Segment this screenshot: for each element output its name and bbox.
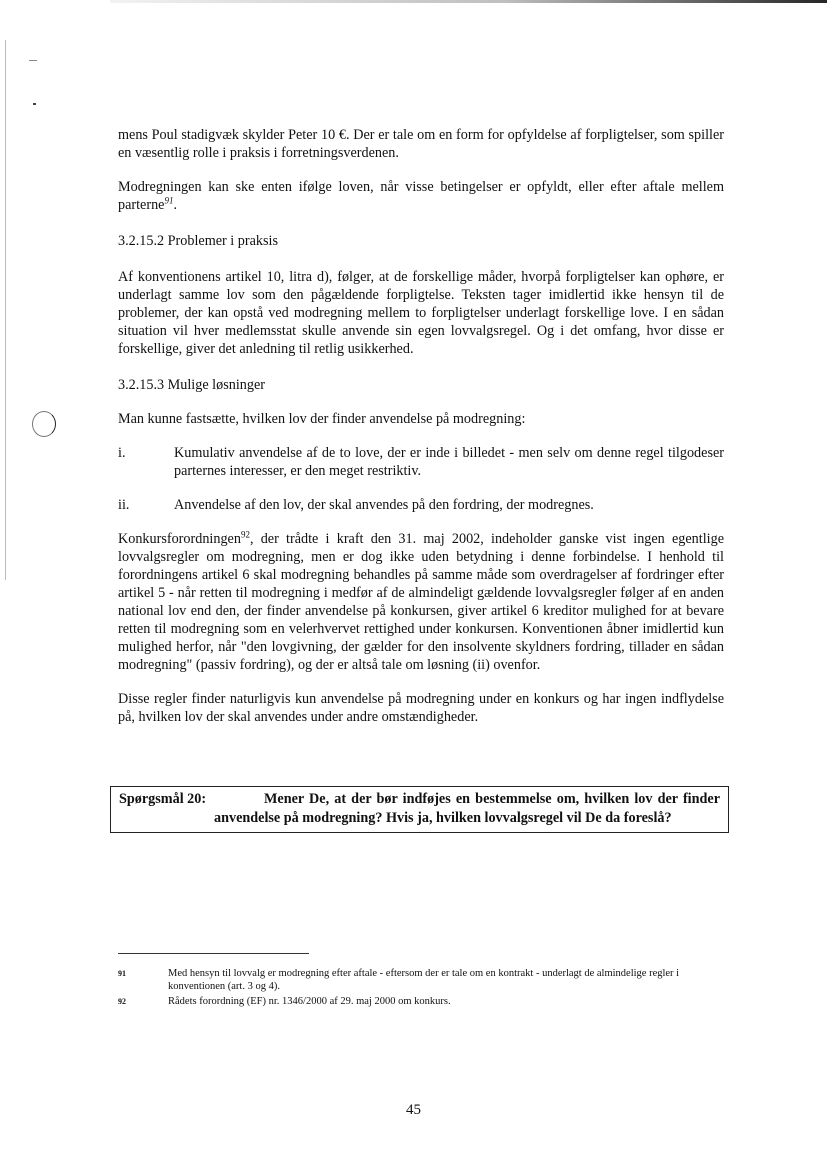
list-text: Anvendelse af den lov, der skal anvendes på den fordring, der modregnes. xyxy=(174,497,594,513)
question-box xyxy=(110,786,729,833)
footnote-text: Rådets forordning (EF) nr. 1346/2000 af 29. maj 2000 om konkurs. xyxy=(168,996,451,1007)
punch-hole-mark xyxy=(32,411,56,437)
footnote-separator xyxy=(118,953,309,954)
scan-speck xyxy=(29,60,37,61)
page-body xyxy=(118,126,724,726)
section-heading: 3.2.15.3 Mulige løsninger xyxy=(118,377,265,393)
section-heading: 3.2.15.2 Problemer i praksis xyxy=(118,233,278,249)
footnote xyxy=(118,967,724,993)
list-item xyxy=(118,444,724,480)
footnotes xyxy=(118,967,724,1010)
paragraph: Modregningen kan ske enten ifølge loven, når visse betingelser er opfyldt, eller efter aftale mellem parterne$^{91}$. xyxy=(118,179,724,213)
list-text: Kumulativ anvendelse af de to love, der er inde i billedet - men selv om denne regel tilgodeser parternes interesser, er den meget restriktiv. xyxy=(174,445,724,479)
footnote-mark: 91 xyxy=(118,969,126,978)
scan-edge-left xyxy=(5,40,6,580)
list-item xyxy=(118,496,724,514)
paragraph: mens Poul stadigvæk skylder Peter 10 €. Der er tale om en form for opfyldelse af forpligtelser, som spiller en væsentlig rolle i praksis i forretningsverdenen. xyxy=(118,127,724,161)
paragraph: Disse regler finder naturligvis kun anvendelse på modregning under en konkurs og har ingen indflydelse på, hvilken lov der skal anvendes under andre omstændigheder. xyxy=(118,691,724,725)
footnote xyxy=(118,995,724,1008)
footnote-ref[interactable]: 91 xyxy=(164,195,174,206)
scan-speck xyxy=(33,103,36,105)
page-number: 45 xyxy=(406,1102,421,1118)
list-number: i. xyxy=(118,445,126,461)
paragraph: Af konventionens artikel 10, litra d), følger, at de forskellige måder, hvorpå forpligtelser kan ophøre, er underlagt samme lov som den pågældende forpligtelse. Teksten tager imidlertid ikke hensyn til de problemer, der kan opstå ved modregning mellem to forpligtelser underlagt forskellige love. I en sådan situation vil hver medlemsstat skulle anvende sin egen lovvalgsregel. Og i det omfang, hvor disse er forskellige, giver det anledning til retlig usikkerhed. xyxy=(118,269,724,357)
paragraph: Konkursforordningen$^{92}$, der trådte i kraft den 31. maj 2002, indeholder ganske vist ingen egentlige lovvalgsregler om modregning, men er dog ikke uden betydning i denne forbindelse. I henhold til forordningens artikel 6 skal modregning behandles på samme måde som overdragelser af fordringer efter artikel 5 - når retten til modregning i medfør af de almindeligt gældende lovvalgsregler følger af en anden national lov end den, der finder anvendelse på konkursen, giver artikel 6 kreditor mulighed for at bevare retten til modregning som en velerhvervet rettighed under konkursen. Konventionen åbner imidlertid kun mulighed herfor, når "den lovgivning, der gælder for den insolvente skyldners fordring, tillader en sådan modregning" (passiv fordring), og der er altså tale om løsning (ii) ovenfor. xyxy=(118,529,724,673)
question-text: Mener De, at der bør indføjes en bestemmelse om, hvilken lov der finder anvendelse på modregning? Hvis ja, hvilken lovvalgsregel vil De da foreslå? xyxy=(214,791,720,826)
paragraph: Man kunne fastsætte, hvilken lov der finder anvendelse på modregning: xyxy=(118,411,526,427)
footnote-text: Med hensyn til lovvalg er modregning efter aftale - eftersom der er tale om en kontrakt - underlagt de almindelige regler i konventionen (art. 3 og 4). xyxy=(168,968,680,992)
scan-edge-top xyxy=(110,0,827,3)
footnote-mark: 92 xyxy=(118,997,126,1006)
footnote-ref[interactable]: 92 xyxy=(240,529,250,540)
question-label: Spørgsmål 20: xyxy=(119,791,207,807)
list-number: ii. xyxy=(118,497,130,513)
